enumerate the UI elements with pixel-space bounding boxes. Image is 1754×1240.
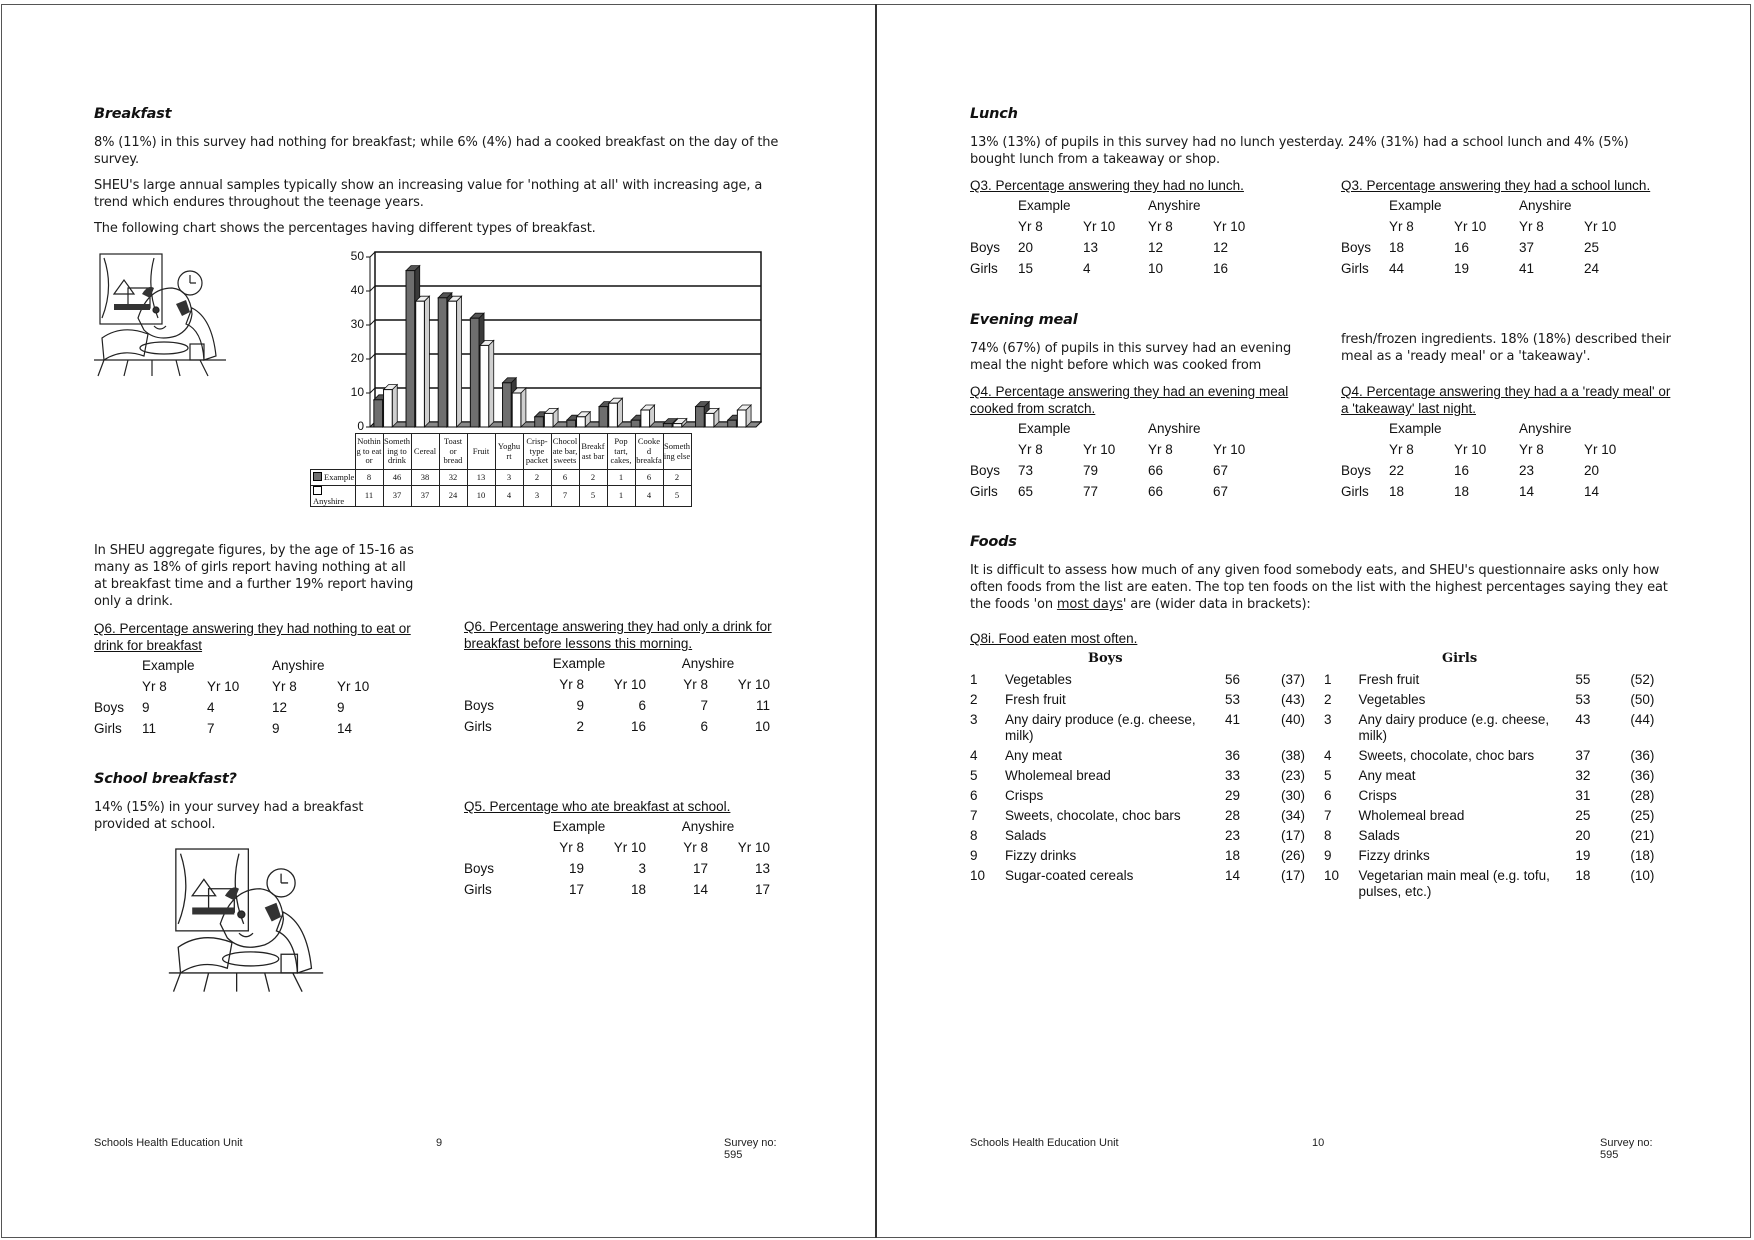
list-item [1324, 808, 1670, 828]
list-item [970, 672, 1321, 692]
food-food: Crisps [1005, 788, 1044, 803]
food-rank: 4 [970, 748, 978, 763]
breakfast-para-1: 8% (11%) in this survey had nothing for breakfast; while 6% (4%) had a cooked breakfast on the day of the survey. [94, 135, 779, 167]
value-cell: 3 [523, 486, 551, 507]
food-rank: 9 [970, 848, 978, 863]
group-header: Anyshire [272, 658, 325, 673]
value-cell: 1 [607, 470, 635, 486]
food-pct: 53 [1575, 692, 1591, 707]
table-row: Boys 73 79 66 67 [970, 463, 1229, 478]
list-item [1324, 828, 1670, 848]
food-pct: 23 [1225, 828, 1241, 843]
q6-nothing-table [94, 658, 402, 742]
food-food: Fizzy drinks [1358, 848, 1430, 863]
table-row: Girls 44 19 41 24 [1341, 261, 1600, 276]
chart-series-row-example [311, 470, 692, 486]
food-pct: 31 [1575, 788, 1591, 803]
list-item [1324, 768, 1670, 788]
y-tick-label: 50 [350, 249, 364, 263]
food-food: Wholemeal bread [1358, 808, 1465, 823]
table-row: Boys 20 13 12 12 [970, 240, 1229, 255]
page-divider [875, 4, 877, 1238]
evening-para-col2: fresh/frozen ingredients. 18% (18%) described their meal as a 'ready meal' or a 'takeaway'. [1341, 332, 1671, 364]
breakfast-heading: Breakfast [94, 106, 172, 122]
category-label: Cooke d breakfa [635, 434, 663, 470]
list-item [970, 868, 1321, 888]
food-wider: (40) [1281, 712, 1306, 727]
table-row: Girls 11 7 9 14 [94, 721, 353, 736]
footer-org: Schools Health Education Unit [970, 1137, 1119, 1149]
food-wider: (23) [1281, 768, 1306, 783]
category-label: Yoghu rt [495, 434, 523, 470]
q3-school-lunch-block [1341, 177, 1671, 282]
school-breakfast-cartoon-illustration [166, 842, 326, 994]
boy-eating-breakfast-icon [166, 842, 326, 994]
food-food: Any dairy produce (e.g. cheese, milk) [1358, 712, 1550, 743]
food-pct: 53 [1225, 692, 1241, 707]
food-food: Crisps [1358, 788, 1397, 803]
food-pct: 55 [1575, 672, 1591, 687]
food-pct: 33 [1225, 768, 1241, 783]
q4-ready-block [1341, 383, 1671, 505]
food-pct: 37 [1575, 748, 1591, 763]
group-header: Example [142, 658, 195, 673]
food-wider: (36) [1630, 748, 1655, 763]
legend-swatch-white-icon [313, 486, 322, 495]
food-food: Sugar-coated cereals [1005, 868, 1134, 883]
evening-para-col1: 74% (67%) of pupils in this survey had an evening meal the night before which was cooked from [970, 341, 1292, 373]
table-row: Boys 22 16 23 20 [1341, 463, 1600, 478]
food-food: Any dairy produce (e.g. cheese, milk) [1005, 712, 1196, 743]
footer-page-number: 10 [1312, 1137, 1325, 1149]
food-food: Fresh fruit [1358, 672, 1420, 687]
category-label: Someth ing else [663, 434, 691, 470]
y-tick-label: 0 [357, 419, 364, 433]
year-header: Yr 8 [559, 677, 584, 692]
list-item [970, 692, 1321, 712]
food-rank: 7 [1324, 808, 1332, 823]
food-rank: 6 [1324, 788, 1332, 803]
food-rank: 8 [1324, 828, 1332, 843]
food-rank: 2 [1324, 692, 1332, 707]
q3-school-lunch-table: Example Anyshire Yr 8 Yr 10 Yr 8 Yr 10 Boys 18 16 37 25 Girls 44 19 41 24 [1341, 198, 1649, 282]
year-header: Yr 8 [142, 679, 167, 694]
boys-heading: Boys [1088, 651, 1123, 666]
value-cell: 2 [663, 470, 691, 486]
food-rank: 9 [1324, 848, 1332, 863]
list-item [1324, 868, 1670, 904]
food-wider: (17) [1281, 828, 1306, 843]
legend-example: Example [311, 470, 356, 486]
food-wider: (28) [1630, 788, 1655, 803]
food-wider: (10) [1630, 868, 1655, 883]
food-pct: 28 [1225, 808, 1241, 823]
value-cell: 2 [579, 470, 607, 486]
food-pct: 32 [1575, 768, 1591, 783]
food-pct: 36 [1225, 748, 1241, 763]
food-wider: (44) [1630, 712, 1655, 727]
q4-ready-table: Example Anyshire Yr 8 Yr 10 Yr 8 Yr 10 Boys 22 16 23 20 Girls 18 18 14 14 [1341, 421, 1649, 505]
chart-series-row-anyshire [311, 486, 692, 507]
legend-anyshire: Anyshire [311, 486, 356, 507]
food-food: Wholemeal bread [1005, 768, 1111, 783]
food-rank: 8 [970, 828, 978, 843]
school-breakfast-para: 14% (15%) in your survey had a breakfast provided at school. [94, 800, 364, 832]
list-item [970, 828, 1321, 848]
food-food: Fizzy drinks [1005, 848, 1077, 863]
category-label: Fruit [467, 434, 495, 470]
food-food: Any meat [1358, 768, 1416, 783]
food-pct: 19 [1575, 848, 1591, 863]
lunch-heading: Lunch [970, 106, 1018, 122]
food-rank: 2 [970, 692, 978, 707]
food-wider: (34) [1281, 808, 1306, 823]
q6-nothing-table-block [94, 620, 424, 742]
category-label: Toast or bread [439, 434, 467, 470]
category-label: Breakf ast bar [579, 434, 607, 470]
food-wider: (36) [1630, 768, 1655, 783]
aggregate-para: In SHEU aggregate figures, by the age of 15-16 as many as 18% of girls report having nothing at all at breakfast time and a further 19% report having only a drink. [94, 543, 414, 609]
category-label: Nothin g to eat or [355, 434, 383, 470]
category-label: Cereal [411, 434, 439, 470]
food-food: Vegetables [1005, 672, 1072, 687]
list-item [970, 748, 1321, 768]
page-9 [94, 0, 794, 1240]
year-header: Yr 10 [737, 840, 770, 855]
value-cell: 4 [635, 486, 663, 507]
value-cell: 6 [635, 470, 663, 486]
food-wider: (43) [1281, 692, 1306, 707]
list-item [970, 788, 1321, 808]
food-wider: (37) [1281, 672, 1306, 687]
q6-drink-table-block [464, 618, 784, 740]
list-item [1324, 748, 1670, 768]
food-wider: (18) [1630, 848, 1655, 863]
boy-eating-breakfast-icon [94, 248, 226, 378]
value-cell: 37 [383, 486, 411, 507]
food-pct: 18 [1225, 848, 1241, 863]
table-row: Boys 18 16 37 25 [1341, 240, 1600, 255]
y-tick-label: 10 [350, 385, 364, 399]
food-wider: (38) [1281, 748, 1306, 763]
year-header: Yr 8 [272, 679, 297, 694]
group-header: Example [552, 819, 606, 834]
y-tick-label: 20 [350, 351, 364, 365]
food-food: Any meat [1005, 748, 1063, 763]
food-wider: (26) [1281, 848, 1306, 863]
list-item [1324, 692, 1670, 712]
food-wider: (17) [1281, 868, 1306, 883]
value-cell: 7 [551, 486, 579, 507]
group-header: Anyshire [681, 819, 735, 834]
list-item [970, 768, 1321, 788]
year-header: Yr 8 [559, 840, 584, 855]
table-row: Girls 65 77 66 67 [970, 484, 1229, 499]
y-tick-label: 40 [350, 283, 364, 297]
value-cell: 38 [411, 470, 439, 486]
food-wider: (52) [1630, 672, 1655, 687]
value-cell: 4 [495, 486, 523, 507]
list-item [1324, 848, 1670, 868]
food-food: Fresh fruit [1005, 692, 1066, 707]
food-pct: 29 [1225, 788, 1241, 803]
table-row: Boys 19 3 17 13 [464, 861, 770, 876]
value-cell: 11 [355, 486, 383, 507]
breakfast-types-chart [310, 250, 810, 505]
food-food: Sweets, chocolate, choc bars [1358, 748, 1535, 763]
value-cell: 13 [467, 470, 495, 486]
food-rank: 6 [970, 788, 978, 803]
food-pct: 14 [1225, 868, 1241, 883]
value-cell: 32 [439, 470, 467, 486]
table-row: Girls 17 18 14 17 [464, 882, 770, 897]
list-item [1324, 672, 1670, 692]
q3-no-lunch-table: Example Anyshire Yr 8 Yr 10 Yr 8 Yr 10 Boys 20 13 12 12 Girls 15 4 10 16 [970, 198, 1278, 282]
food-rank: 3 [1324, 712, 1332, 727]
value-cell: 8 [355, 470, 383, 486]
category-label: Pop tart, cakes, [607, 434, 635, 470]
food-pct: 18 [1575, 868, 1591, 883]
list-item [970, 808, 1321, 828]
chart-category-row [311, 434, 692, 470]
food-food: Salads [1358, 828, 1400, 843]
food-food: Sweets, chocolate, choc bars [1005, 808, 1181, 823]
value-cell: 5 [663, 486, 691, 507]
value-cell: 46 [383, 470, 411, 486]
food-pct: 25 [1575, 808, 1591, 823]
list-item [970, 848, 1321, 868]
breakfast-text [94, 134, 784, 237]
footer-survey-no: Survey no: 595 [724, 1137, 777, 1161]
footer-survey-no: Survey no: 595 [1600, 1137, 1653, 1161]
food-rank: 5 [1324, 768, 1332, 783]
q4-scratch-table: Example Anyshire Yr 8 Yr 10 Yr 8 Yr 10 Boys 73 79 66 67 Girls 65 77 66 67 [970, 421, 1278, 505]
q4-ready-caption: Q4. Percentage answering they had a a 'ready meal' or a 'takeaway' last night. [1341, 384, 1671, 416]
bar-chart-plot [366, 250, 786, 435]
food-pct: 43 [1575, 712, 1591, 727]
value-cell: 3 [495, 470, 523, 486]
food-rank: 10 [970, 868, 986, 883]
table-row: Girls 18 18 14 14 [1341, 484, 1600, 499]
foods-heading: Foods [970, 534, 1017, 550]
value-cell: 2 [523, 470, 551, 486]
q5-table [464, 819, 770, 903]
chart-data-table [310, 433, 692, 507]
list-item [1324, 712, 1670, 748]
breakfast-para-3: The following chart shows the percentages having different types of breakfast. [94, 221, 596, 236]
y-tick-label: 30 [350, 317, 364, 331]
page-10 [970, 0, 1670, 1240]
year-header: Yr 10 [737, 677, 770, 692]
value-cell: 37 [411, 486, 439, 507]
evening-meal-heading: Evening meal [970, 312, 1078, 328]
category-label: Crisp- type packet [523, 434, 551, 470]
footer-org: Schools Health Education Unit [94, 1137, 243, 1149]
value-cell: 24 [439, 486, 467, 507]
year-header: Yr 8 [683, 677, 708, 692]
girls-heading: Girls [1442, 651, 1478, 666]
food-pct: 41 [1225, 712, 1241, 727]
legend-swatch-dark-icon [313, 472, 322, 481]
q4-scratch-caption: Q4. Percentage answering they had an evening meal cooked from scratch. [970, 384, 1289, 416]
food-rank: 7 [970, 808, 978, 823]
food-rank: 4 [1324, 748, 1332, 763]
food-wider: (30) [1281, 788, 1306, 803]
value-cell: 1 [607, 486, 635, 507]
food-rank: 10 [1324, 868, 1340, 883]
year-header: Yr 10 [207, 679, 240, 694]
table-row: Girls 2 16 6 10 [464, 719, 770, 734]
q3-no-lunch-block [970, 177, 1310, 282]
list-item [970, 712, 1321, 748]
table-row: Girls 15 4 10 16 [970, 261, 1229, 276]
value-cell: 5 [579, 486, 607, 507]
lunch-para: 13% (13%) of pupils in this survey had no lunch yesterday. 24% (31%) had a school lunch and 4% (5%) bought lunch from a takeaway or shop. [970, 135, 1629, 167]
q6-drink-table [464, 656, 770, 740]
food-rank: 5 [970, 768, 978, 783]
q5-table-block [464, 798, 784, 903]
footer-page-number: 9 [436, 1137, 443, 1149]
category-label: Someth ing to drink [383, 434, 411, 470]
food-food: Salads [1005, 828, 1047, 843]
foods-para: It is difficult to assess how much of any given food somebody eats, and SHEU's questionnaire asks only how often foods from the list are eaten. The top ten foods on the list with the highest percentages saying they eat the foods 'on most days' are (wider data in brackets): [970, 563, 1668, 612]
list-item [1324, 788, 1670, 808]
food-rank: 3 [970, 712, 978, 727]
year-header: Yr 10 [337, 679, 370, 694]
boys-food-list [970, 672, 1321, 888]
breakfast-para-2: SHEU's large annual samples typically show an increasing value for 'nothing at all' with increasing age, a trend which endures throughout the teenage years. [94, 178, 763, 210]
q3-school-lunch-caption: Q3. Percentage answering they had a school lunch. [1341, 178, 1651, 193]
food-rank: 1 [970, 672, 978, 687]
school-breakfast-heading: School breakfast? [94, 771, 237, 787]
food-pct: 56 [1225, 672, 1241, 687]
category-label: Chocol ate bar, sweets [551, 434, 579, 470]
value-cell: 6 [551, 470, 579, 486]
year-header: Yr 10 [613, 840, 646, 855]
breakfast-cartoon-illustration [94, 248, 226, 378]
q5-caption: Q5. Percentage who ate breakfast at school. [464, 799, 731, 814]
q6-nothing-caption: Q6. Percentage answering they had nothing to eat or drink for breakfast [94, 621, 411, 653]
year-header: Yr 10 [613, 677, 646, 692]
q6-drink-caption: Q6. Percentage answering they had only a drink for breakfast before lessons this morning. [464, 619, 772, 651]
group-header: Example [552, 656, 606, 671]
food-wider: (50) [1630, 692, 1655, 707]
value-cell: 10 [467, 486, 495, 507]
table-row: Boys 9 6 7 11 [464, 698, 770, 713]
food-wider: (21) [1630, 828, 1655, 843]
group-header: Anyshire [681, 656, 735, 671]
q4-scratch-block [970, 383, 1310, 505]
q3-no-lunch-caption: Q3. Percentage answering they had no lunch. [970, 178, 1244, 193]
food-wider: (25) [1630, 808, 1655, 823]
food-rank: 1 [1324, 672, 1332, 687]
table-row: Boys 9 4 12 9 [94, 700, 345, 715]
food-food: Vegetables [1358, 692, 1426, 707]
q8i-caption: Q8i. Food eaten most often. [970, 631, 1138, 646]
food-pct: 20 [1575, 828, 1591, 843]
year-header: Yr 8 [683, 840, 708, 855]
food-food: Vegetarian main meal (e.g. tofu, pulses, etc.) [1358, 868, 1550, 899]
girls-food-list [1324, 672, 1670, 904]
